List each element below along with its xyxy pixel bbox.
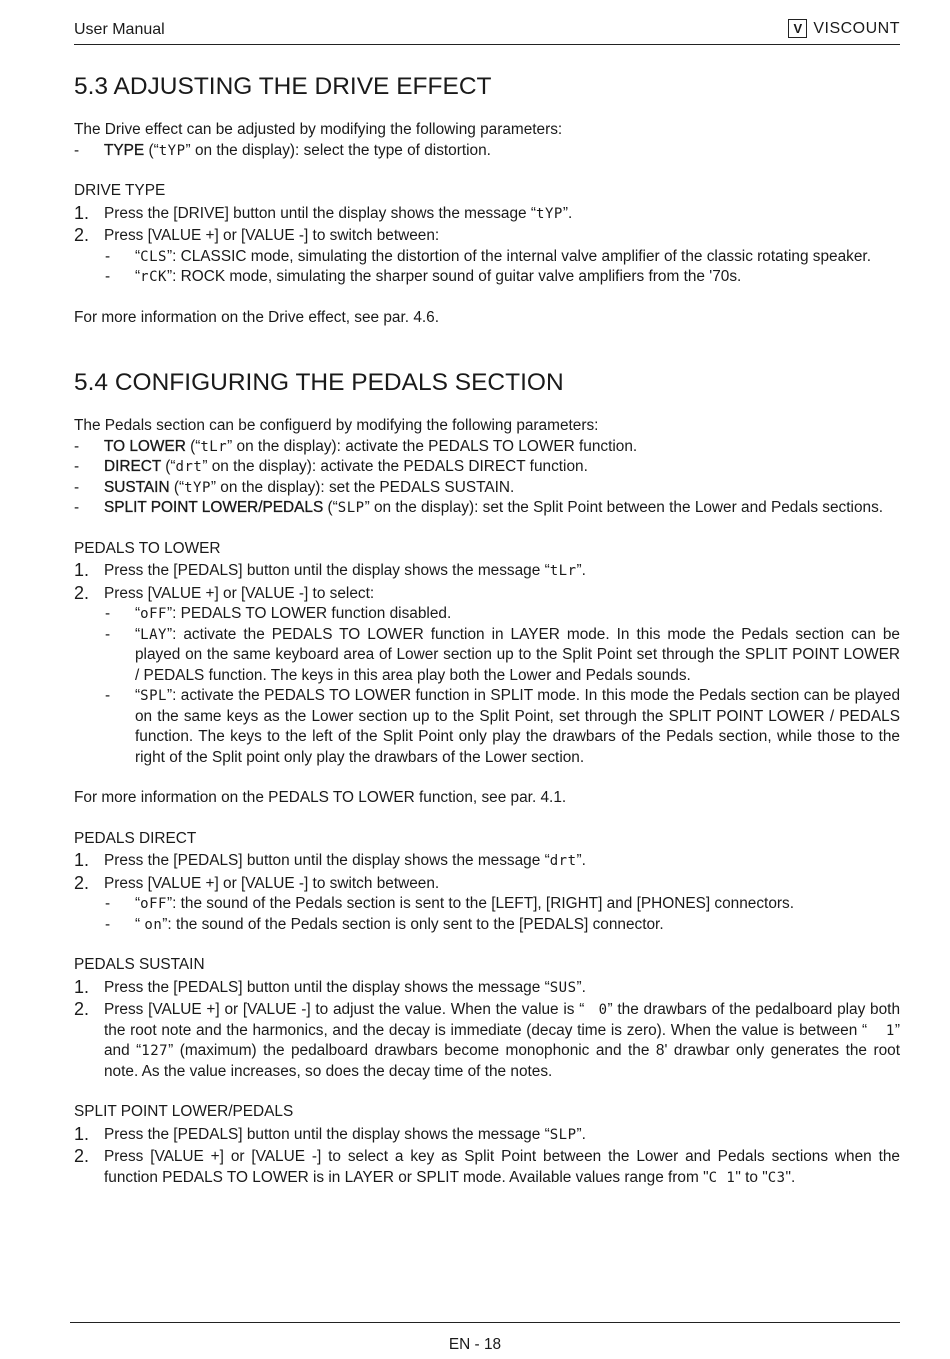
subheading-drive-type: DRIVE TYPE — [74, 182, 166, 199]
lcd-code: drt — [549, 853, 577, 869]
param-item: - DIRECT (“drt” on the display): activate the PEDALS DIRECT function. — [74, 457, 900, 478]
lcd-code: drt — [175, 459, 203, 475]
lcd-code: tYP — [158, 142, 186, 159]
step-2: 2. Press [VALUE +] or [VALUE -] to adjust the value. When the value is “ 0” the drawbars of the pedalboard play both the root note and the harmonics, and the decay is immediate (decay time is zero). When the value is between “ 1” and “127” (maximum) the pedalboard drawbars become monophonic and the 8' drawbar only generates the root note. As the value increases, so does the decay time of the notes. — [74, 999, 901, 1080]
lcd-code: C3 — [767, 1169, 786, 1186]
subheading-split-point: SPLIT POINT LOWER/PEDALS — [74, 1103, 294, 1120]
option-item: - “SPL”: activate the PEDALS TO LOWER function in SPLIT mode. In this mode the Pedals section can be played on the same keys as the Lower section up to the Split Point, set through the SPLIT POINT LOWER / PEDALS function. The keys to the left of the Split Point only play the drawbars of the Pedals section, while those to the right of the Split point only play the drawbars of the Lower section. — [105, 687, 900, 766]
step-2: 2. Press [VALUE +] or [VALUE -] to select: — [74, 582, 375, 603]
footer-rule — [70, 1322, 900, 1323]
param-item: - SUSTAIN (“tYP” on the display): set the PEDALS SUSTAIN. — [74, 478, 900, 499]
header-title: User Manual — [74, 21, 165, 38]
lcd-code: C 1 — [708, 1169, 736, 1186]
lcd-code: tYP — [536, 205, 563, 222]
lcd-code: SPL — [140, 688, 167, 704]
param-item: - TYPE (“tYP” on the display): select the type of distortion. — [74, 141, 900, 162]
step-1: 1. Press the [PEDALS] button until the display shows the message “SUS”. — [74, 976, 586, 997]
lcd-code: 1 — [885, 1022, 895, 1039]
lcd-code: SLP — [337, 500, 365, 516]
logo-mark-icon: V — [788, 19, 807, 38]
option-item: - “ on”: the sound of the Pedals section is only sent to the [PEDALS] connector. — [105, 915, 664, 933]
see-also-text: For more information on the PEDALS TO LOWER function, see par. 4.1. — [74, 789, 567, 806]
step-2: 2. Press [VALUE +] or [VALUE -] to switch between: — [74, 225, 440, 245]
step-2: 2. Press [VALUE +] or [VALUE -] to select a key as Split Point between the Lower and Pedals sections when the function PEDALS TO LOWER is in LAYER or SPLIT mode. Available values range from "C 1" to "C3". — [74, 1146, 900, 1186]
intro-text: The Pedals section can be configuerd by modifying the following parameters: — [74, 417, 599, 434]
lcd-code: oFF — [140, 896, 167, 912]
option-item: - “oFF”: the sound of the Pedals section is sent to the [LEFT], [RIGHT] and [PHONES] connectors. — [105, 895, 794, 912]
page-number: EN - 18 — [448, 1336, 502, 1353]
param-item: - SPLIT POINT LOWER/PEDALS (“SLP” on the display): set the Split Point between the Lower and Pedals sections. — [74, 498, 900, 519]
lcd-code: 127 — [141, 1043, 169, 1059]
step-2: 2. Press [VALUE +] or [VALUE -] to switch between. — [74, 872, 440, 893]
lcd-code: SUS — [549, 979, 577, 996]
option-item: - “rCK”: ROCK mode, simulating the sharper sound of guitar valve amplifiers from the '70s. — [105, 268, 742, 285]
section-title-5-4: 5.4 CONFIGURING THE PEDALS SECTION — [74, 369, 564, 396]
section-title-5-3: 5.3 ADJUSTING THE DRIVE EFFECT — [74, 73, 492, 100]
intro-text: The Drive effect can be adjusted by modifying the following parameters: — [74, 121, 563, 138]
step-1: 1. Press the [PEDALS] button until the display shows the message “drt”. — [74, 850, 586, 870]
step-1: 1. Press the [DRIVE] button until the display shows the message “tYP”. — [74, 202, 573, 223]
step-1: 1. Press the [PEDALS] button until the display shows the message “SLP”. — [74, 1123, 586, 1144]
option-item: - “CLS”: CLASSIC mode, simulating the distortion of the internal valve amplifier of the classic rotating speaker. — [105, 247, 871, 265]
param-item: - TO LOWER (“tLr” on the display): activate the PEDALS TO LOWER function. — [74, 437, 900, 458]
lcd-code: tLr — [549, 563, 577, 579]
see-also-text: For more information on the Drive effect, see par. 4.6. — [74, 308, 439, 326]
option-item: - “LAY”: activate the PEDALS TO LOWER function in LAYER mode. In this mode the Pedals section can be played on the same keyboard area of Lower section up to the Split Point set through the SPLIT POINT LOWER / PEDALS function. The keys in this area play both the Lower and Pedals sounds. — [105, 625, 900, 684]
step-1: 1. Press the [PEDALS] button until the display shows the message “tLr”. — [74, 560, 586, 580]
lcd-code: SLP — [549, 1126, 577, 1143]
lcd-code: oFF — [140, 606, 167, 622]
lcd-code: 0 — [598, 1002, 608, 1018]
subheading-pedals-direct: PEDALS DIRECT — [74, 829, 197, 847]
page-content — [74, 72, 900, 1188]
lcd-code: CLS — [140, 248, 167, 265]
option-item: - “oFF”: PEDALS TO LOWER function disabled. — [105, 605, 452, 622]
lcd-code: rCK — [140, 269, 167, 285]
page-header — [74, 18, 900, 45]
lcd-code: LAY — [140, 626, 167, 643]
subheading-pedals-sustain: PEDALS SUSTAIN — [74, 956, 205, 973]
lcd-code: tYP — [184, 479, 211, 496]
lcd-code: tLr — [200, 438, 228, 455]
viscount-logo — [788, 19, 900, 38]
subheading-pedals-to-lower: PEDALS TO LOWER — [74, 539, 221, 557]
brand-name: VISCOUNT — [813, 19, 900, 37]
lcd-code: on — [144, 916, 163, 933]
